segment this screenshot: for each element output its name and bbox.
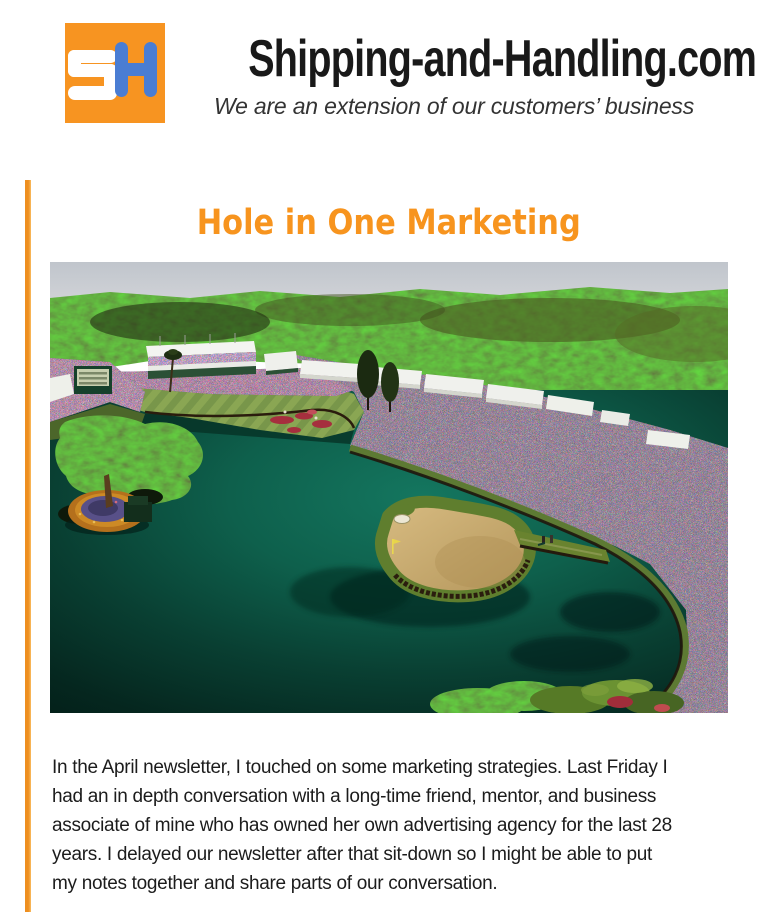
sh-logo-icon: [65, 23, 165, 123]
body-line: had an in depth conversation with a long-time friend, mentor, and business: [52, 786, 657, 807]
golf-photo-illustration: [50, 262, 728, 713]
article-headline: Hole in One Marketing: [196, 203, 582, 243]
company-logo[interactable]: [65, 23, 165, 123]
left-accent-bar: [25, 180, 31, 912]
leaderboard: [74, 366, 112, 394]
body-line: years. I delayed our newsletter after that sit-down so I might be able to put: [52, 844, 653, 865]
golf-course-photo[interactable]: [50, 262, 728, 713]
brand-tagline: We are an extension of our customers’ business: [213, 93, 695, 119]
article-body: [52, 753, 732, 898]
island-green: [381, 502, 530, 597]
headline-wrap: [50, 203, 728, 243]
body-line: my notes together and share parts of our conversation.: [52, 873, 498, 894]
body-line: In the April newsletter, I touched on some marketing strategies. Last Friday I: [52, 757, 668, 778]
site-title-link[interactable]: Shipping-and-Handling.com: [248, 30, 757, 88]
body-line: associate of mine who has owned her own advertising agency for the last 28: [52, 815, 672, 836]
brand-block: [168, 0, 757, 140]
